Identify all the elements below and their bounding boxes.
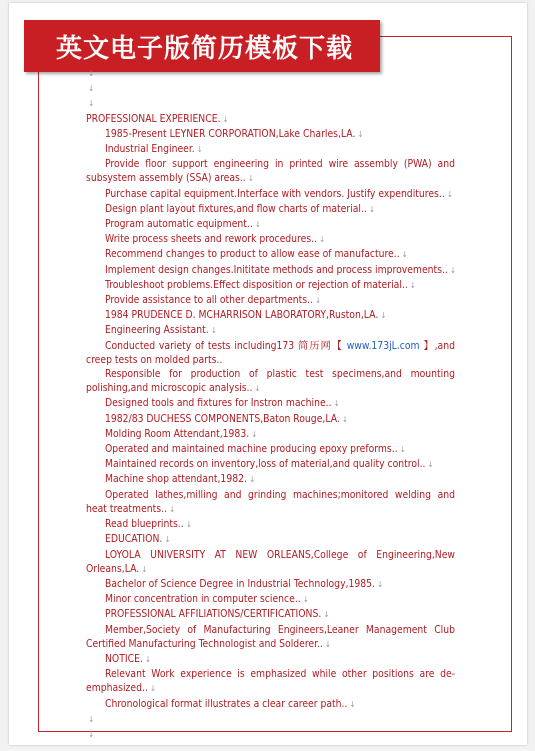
- text-line: [86, 187, 455, 202]
- text-line: [86, 263, 455, 278]
- text-line-promo: [86, 339, 455, 367]
- title-banner: [24, 20, 380, 72]
- line-text: Industrial Engineer.: [105, 143, 195, 156]
- text-line: [86, 667, 455, 696]
- experience-block-1: [86, 66, 455, 339]
- paragraph-mark-icon: ↓: [380, 311, 387, 321]
- paragraph-mark-icon: ↓: [88, 714, 95, 724]
- paragraph-mark-icon: ↓: [446, 189, 453, 199]
- paragraph-mark-icon: ↓: [324, 639, 331, 649]
- paragraph-mark-icon: ↓: [349, 699, 356, 709]
- paragraph-mark-icon: ↓: [377, 579, 384, 589]
- text-line: [86, 427, 455, 442]
- line-text: Minor concentration in computer science..: [105, 593, 301, 606]
- line-text: PROFESSIONAL EXPERIENCE.: [86, 112, 221, 125]
- empty-line: [86, 727, 455, 742]
- banner-title: 英文电子版简历模板下载: [56, 33, 354, 64]
- paragraph-mark-icon: ↓: [196, 145, 203, 155]
- text-line: [86, 202, 455, 217]
- paragraph-mark-icon: ↓: [341, 414, 348, 424]
- text-line: [86, 623, 455, 652]
- paragraph-mark-icon: ↓: [210, 326, 217, 336]
- line-text: Chronological format illustrates a clear career path..: [105, 697, 348, 710]
- paragraph-mark-icon: ↓: [247, 174, 254, 184]
- line-text: Purchase capital equipment.Interface with vendors. Justify expenditures..: [105, 187, 445, 200]
- empty-line: [86, 712, 455, 727]
- text-line: [86, 232, 455, 247]
- line-text: Program automatic equipment..: [105, 218, 253, 231]
- paragraph-mark-icon: ↓: [323, 610, 330, 620]
- paragraph-mark-icon: ↓: [88, 99, 95, 109]
- text-line: [86, 442, 455, 457]
- paragraph-mark-icon: ↓: [144, 654, 151, 664]
- paragraph-mark-icon: ↓: [368, 204, 375, 214]
- line-text: EDUCATION.: [105, 533, 163, 546]
- paragraph-mark-icon: ↓: [164, 535, 171, 545]
- paragraph-mark-icon: ↓: [222, 114, 229, 124]
- promo-site-name: 简历网【: [298, 339, 343, 352]
- empty-line: [86, 66, 455, 81]
- text-line: [86, 592, 455, 607]
- paragraph-mark-icon: ↓: [315, 296, 322, 306]
- text-line: [86, 308, 455, 323]
- paragraph-mark-icon: ↓: [333, 399, 340, 409]
- line-text: Operated lathes,milling and grinding machines;monitored welding and heat treatments..: [86, 488, 455, 515]
- paragraph-mark-icon: ↓: [319, 235, 326, 245]
- paragraph-mark-icon: ↓: [254, 384, 261, 394]
- text-line: [86, 697, 455, 712]
- text-line: [86, 247, 455, 262]
- paragraph-mark-icon: ↓: [88, 84, 95, 94]
- paragraph-mark-icon: ↓: [248, 475, 255, 485]
- text-line: [86, 472, 455, 487]
- empty-line: [86, 81, 455, 96]
- line-text: Bachelor of Science Degree in Industrial Technology,1985.: [105, 577, 375, 590]
- text-line: [86, 488, 455, 517]
- paragraph-mark-icon: ↓: [409, 280, 416, 290]
- paragraph-mark-icon: ↓: [141, 564, 148, 574]
- paragraph-mark-icon: ↓: [185, 520, 192, 530]
- line-text: 1985-Present LEYNER CORPORATION,Lake Charles,LA.: [105, 127, 356, 140]
- line-text: Engineering Assistant.: [105, 324, 209, 337]
- text-line: [86, 517, 455, 532]
- paragraph-mark-icon: ↓: [254, 220, 261, 230]
- promo-url-link[interactable]: www.173jL.com: [346, 339, 420, 352]
- line-text: Implement design changes.Inititate methods and process improvements..: [105, 263, 448, 276]
- line-text: Recommend changes to product to allow ease of manufacture..: [105, 248, 400, 261]
- promo-text-after: 】,and creep tests on molded parts..: [86, 339, 455, 366]
- line-text: Machine shop attendant,1982.: [105, 473, 247, 486]
- line-text: Responsible for production of plastic test specimens,and mounting polishing,and microscopic analysis..: [86, 368, 455, 395]
- paragraph-mark-icon: ↓: [427, 460, 434, 470]
- paragraph-mark-icon: ↓: [302, 595, 309, 605]
- line-text: PROFESSIONAL AFFILIATIONS/CERTIFICATIONS.: [105, 608, 322, 621]
- text-line: [86, 323, 455, 338]
- paragraph-mark-icon: ↓: [88, 69, 95, 78]
- line-text: Design plant layout fixtures,and flow charts of material..: [105, 202, 367, 215]
- line-text: Write process sheets and rework procedures..: [105, 233, 318, 246]
- line-text: Member,Society of Manufacturing Engineers,Leaner Management Club Certified Manufacturing Technologist and Solderer..: [86, 623, 455, 650]
- line-text: Provide floor support engineering in printed wire assembly (PWA) and subsystem assembly (SSA) areas..: [86, 158, 455, 185]
- line-text: Provide assistance to all other departments..: [105, 294, 314, 307]
- text-line: [86, 412, 455, 427]
- line-text: 1982/83 DUCHESS COMPONENTS,Baton Rouge,LA.: [105, 412, 340, 425]
- paragraph-mark-icon: ↓: [449, 265, 456, 275]
- empty-line: [86, 96, 455, 111]
- paragraph-mark-icon: ↓: [88, 729, 95, 739]
- resume-text[interactable]: [86, 66, 455, 742]
- text-line: [86, 607, 455, 622]
- text-line: [86, 127, 455, 142]
- text-line: [86, 396, 455, 411]
- paragraph-mark-icon: ↓: [149, 684, 156, 694]
- line-text: Operated and maintained machine producing epoxy preforms..: [105, 443, 398, 456]
- paragraph-mark-icon: ↓: [251, 429, 258, 439]
- text-line: [86, 217, 455, 232]
- line-text: Troubleshoot problems.Effect disposition or rejection of material..: [105, 278, 408, 291]
- text-line: [86, 577, 455, 592]
- promo-text-before: Conducted variety of tests including173: [105, 339, 299, 352]
- text-line: [86, 142, 455, 157]
- line-text: Maintained records on inventory,loss of material,and quality control..: [105, 458, 426, 471]
- paragraph-mark-icon: ↓: [401, 250, 408, 260]
- text-line: [86, 157, 455, 186]
- text-line: [86, 112, 455, 127]
- line-text: Molding Room Attendant,1983.: [105, 427, 250, 440]
- text-line: [86, 532, 455, 547]
- paragraph-mark-icon: ↓: [399, 445, 406, 455]
- line-text: Relevant Work experience is emphasized while other positions are de-emphasized..: [86, 668, 455, 695]
- paragraph-mark-icon: ↓: [168, 504, 176, 514]
- line-text: 1984 PRUDENCE D. MCHARRISON LABORATORY,Ruston,LA.: [105, 309, 379, 322]
- text-line: [86, 548, 455, 577]
- text-line: [86, 293, 455, 308]
- text-line: [86, 367, 455, 396]
- line-text: NOTICE.: [105, 652, 143, 665]
- line-text: Read blueprints..: [105, 518, 184, 531]
- text-line: [86, 278, 455, 293]
- line-text: LOYOLA UNIVERSITY AT NEW ORLEANS,College of Engineering,New Orleans,LA.: [86, 548, 455, 575]
- experience-block-2: [86, 367, 455, 742]
- text-line: [86, 652, 455, 667]
- paragraph-mark-icon: ↓: [357, 129, 364, 139]
- text-line: [86, 457, 455, 472]
- line-text: Designed tools and fixtures for Instron machine..: [105, 397, 332, 410]
